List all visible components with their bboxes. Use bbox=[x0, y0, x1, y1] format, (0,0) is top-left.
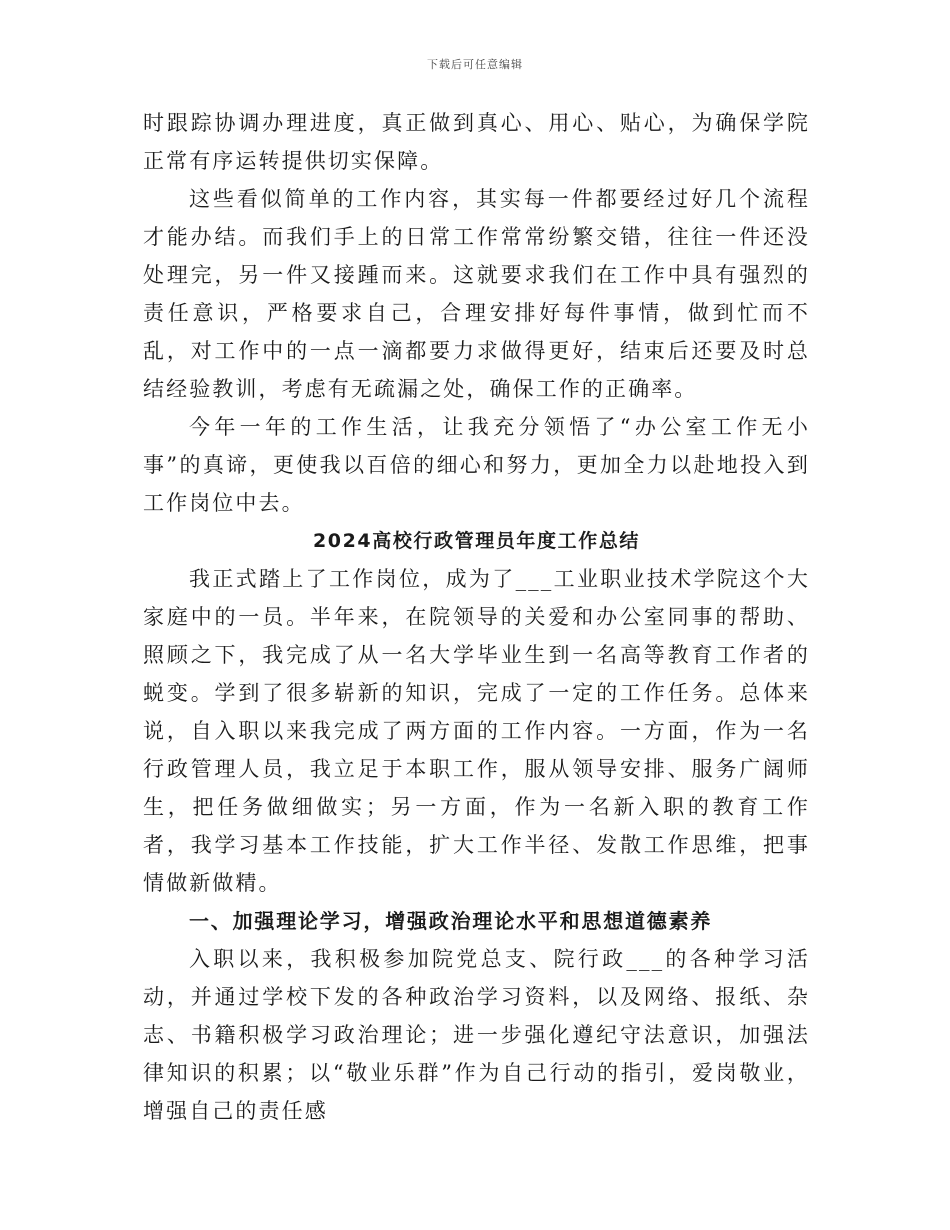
paragraph-introduction: 我正式踏上了工作岗位，成为了___工业职业技术学院这个大家庭中的一员。半年来，在院领导的关爱和办公室同事的帮助、照顾之下，我完成了从一名大学毕业生到一名高等教育工作者的蜕变。学到了很多崭新的知识，完成了一定的工作任务。总体来说，自入职以来我完成了两方面的工作内容。一方面，作为一名行政管理人员，我立足于本职工作，服从领导安排、服务广阔师生，把任务做细做实；另一方面，作为一名新入职的教育工作者，我学习基本工作技能，扩大工作半径、发散工作思维，把事情做新做精。 bbox=[143, 567, 810, 895]
document-title: 2024高校行政管理员年度工作总结 bbox=[312, 530, 641, 552]
document-body bbox=[143, 104, 810, 1130]
paragraph-workflow: 这些看似简单的工作内容，其实每一件都要经过好几个流程才能办结。而我们手上的日常工作常常纷繁交错，往往一件还没处理完，另一件又接踵而来。这就要求我们在工作中具有强烈的责任意识，严格要求自己，合理安排好每件事情，做到忙而不乱，对工作中的一点一滴都要力求做得更好，结束后还要及时总结经验教训，考虑有无疏漏之处，确保工作的正确率。 bbox=[143, 187, 810, 401]
paragraph-continuation: 时跟踪协调办理进度，真正做到真心、用心、贴心，为确保学院正常有序运转提供切实保障。 bbox=[143, 111, 810, 173]
section-heading-1: 一、加强理论学习，增强政治理论水平和思想道德素养 bbox=[189, 909, 713, 933]
paragraph-reflection: 今年一年的工作生活，让我充分领悟了“办公室工作无小事”的真谛，更使我以百倍的细心和努力，更加全力以赴地投入到工作岗位中去。 bbox=[143, 415, 810, 515]
page-header-note: 下载后可任意编辑 bbox=[427, 58, 523, 71]
paragraph-theory-study: 入职以来，我积极参加院党总支、院行政___的各种学习活动，并通过学校下发的各种政治学习资料，以及网络、报纸、杂志、书籍积极学习政治理论；进一步强化遵纪守法意识，加强法律知识的积累；以“敬业乐群”作为自己行动的指引，爱岗敬业，增强自己的责任感 bbox=[143, 947, 810, 1123]
